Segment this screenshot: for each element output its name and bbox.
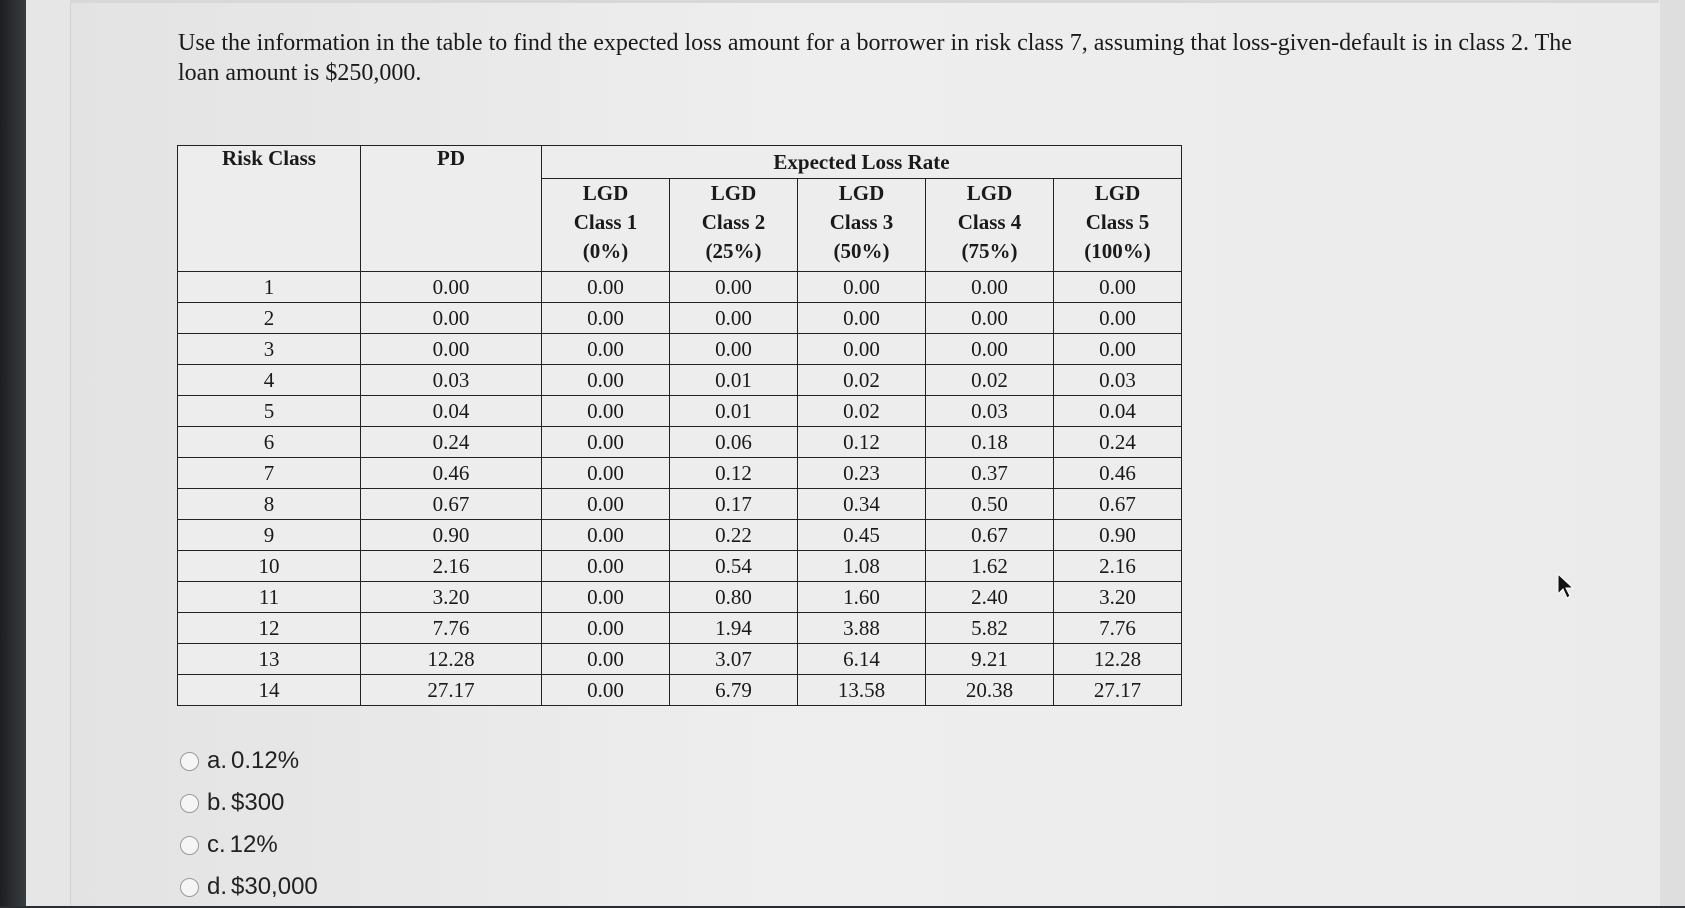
pd-cell: 7.76: [361, 613, 542, 644]
risk-class-cell: 1: [178, 272, 361, 303]
lgd-class-4-cell: 0.37: [926, 458, 1054, 489]
lgd-class-2-cell: 6.79: [670, 675, 798, 706]
lgd-class-5-cell: 12.28: [1054, 644, 1182, 675]
option-text: $300: [231, 789, 285, 816]
option-letter: b.: [207, 789, 228, 816]
header-lgd-line: LGD: [710, 181, 757, 205]
table-row: [178, 365, 1182, 396]
lgd-class-3-cell: 6.14: [798, 644, 926, 675]
lgd-class-1-cell: 0.00: [542, 303, 670, 334]
option-text: 12%: [229, 831, 278, 858]
lgd-class-2-cell: 0.00: [670, 303, 798, 334]
lgd-class-4-cell: 9.21: [926, 644, 1054, 675]
pd-cell: 0.03: [361, 365, 542, 396]
header-lgd-line: Class 1: [573, 210, 638, 234]
header-lgd-line: LGD: [1094, 181, 1141, 205]
lgd-class-5-cell: 3.20: [1054, 582, 1182, 613]
expected-loss-table-container: [177, 145, 1182, 706]
lgd-class-5-cell: 0.00: [1054, 303, 1182, 334]
risk-class-cell: 5: [178, 396, 361, 427]
lgd-class-5-cell: 0.00: [1054, 272, 1182, 303]
lgd-class-5-cell: 2.16: [1054, 551, 1182, 582]
panel-top-border: [70, 0, 1659, 3]
risk-class-cell: 6: [178, 427, 361, 458]
lgd-class-3-cell: 1.60: [798, 582, 926, 613]
header-pd: PD: [361, 146, 542, 272]
table-row: [178, 427, 1182, 458]
mouse-pointer-icon: [1556, 572, 1578, 600]
table-row: [178, 303, 1182, 334]
table-row: [178, 334, 1182, 365]
lgd-class-4-cell: 5.82: [926, 613, 1054, 644]
risk-class-cell: 4: [178, 365, 361, 396]
lgd-class-1-cell: 0.00: [542, 644, 670, 675]
answer-option-a[interactable]: [180, 740, 318, 782]
header-lgd-class-1: [542, 179, 670, 272]
pd-cell: 0.24: [361, 427, 542, 458]
answer-options: [180, 740, 318, 908]
table-row: [178, 272, 1182, 303]
risk-class-cell: 2: [178, 303, 361, 334]
option-letter: a.: [207, 747, 228, 774]
table-row: [178, 675, 1182, 706]
radio-button-icon[interactable]: [180, 878, 199, 897]
lgd-class-3-cell: 13.58: [798, 675, 926, 706]
lgd-class-2-cell: 0.54: [670, 551, 798, 582]
lgd-class-2-cell: 3.07: [670, 644, 798, 675]
pd-cell: 0.00: [361, 303, 542, 334]
radio-button-icon[interactable]: [180, 794, 199, 813]
pd-cell: 27.17: [361, 675, 542, 706]
lgd-class-5-cell: 0.46: [1054, 458, 1182, 489]
lgd-class-3-cell: 0.23: [798, 458, 926, 489]
lgd-class-1-cell: 0.00: [542, 675, 670, 706]
radio-button-icon[interactable]: [180, 752, 199, 771]
monitor-bezel: [0, 0, 26, 906]
pd-cell: 0.90: [361, 520, 542, 551]
risk-class-cell: 9: [178, 520, 361, 551]
risk-class-cell: 7: [178, 458, 361, 489]
lgd-class-3-cell: 1.08: [798, 551, 926, 582]
answer-option-b[interactable]: [180, 782, 318, 824]
header-lgd-line: Class 2: [701, 210, 766, 234]
pd-cell: 3.20: [361, 582, 542, 613]
header-lgd-line: LGD: [838, 181, 885, 205]
header-lgd-line: Class 4: [957, 210, 1022, 234]
pd-cell: 12.28: [361, 644, 542, 675]
option-letter: d.: [207, 873, 228, 900]
lgd-class-1-cell: 0.00: [542, 551, 670, 582]
lgd-class-4-cell: 20.38: [926, 675, 1054, 706]
header-lgd-class-3: [798, 179, 926, 272]
lgd-class-4-cell: 0.00: [926, 272, 1054, 303]
risk-class-cell: 13: [178, 644, 361, 675]
lgd-class-2-cell: 0.06: [670, 427, 798, 458]
lgd-class-4-cell: 0.00: [926, 303, 1054, 334]
table-row: [178, 644, 1182, 675]
answer-option-d[interactable]: [180, 866, 318, 908]
lgd-class-5-cell: 0.04: [1054, 396, 1182, 427]
lgd-class-1-cell: 0.00: [542, 489, 670, 520]
pd-cell: 0.00: [361, 334, 542, 365]
pd-cell: 0.46: [361, 458, 542, 489]
lgd-class-2-cell: 0.00: [670, 272, 798, 303]
table-row: [178, 582, 1182, 613]
table-row: [178, 520, 1182, 551]
lgd-class-5-cell: 0.03: [1054, 365, 1182, 396]
lgd-class-3-cell: 0.02: [798, 396, 926, 427]
header-lgd-class-5: [1054, 179, 1182, 272]
lgd-class-4-cell: 0.50: [926, 489, 1054, 520]
lgd-class-3-cell: 0.02: [798, 365, 926, 396]
header-lgd-line: LGD: [966, 181, 1013, 205]
lgd-class-2-cell: 0.12: [670, 458, 798, 489]
risk-class-cell: 8: [178, 489, 361, 520]
lgd-class-4-cell: 0.02: [926, 365, 1054, 396]
lgd-class-4-cell: 1.62: [926, 551, 1054, 582]
table-row: [178, 489, 1182, 520]
pd-cell: 2.16: [361, 551, 542, 582]
lgd-class-5-cell: 0.24: [1054, 427, 1182, 458]
header-lgd-line: Class 3: [829, 210, 894, 234]
lgd-class-2-cell: 0.00: [670, 334, 798, 365]
lgd-class-4-cell: 2.40: [926, 582, 1054, 613]
lgd-class-3-cell: 0.00: [798, 334, 926, 365]
table-row: [178, 551, 1182, 582]
header-lgd-line: (25%): [705, 239, 762, 263]
lgd-class-5-cell: 0.67: [1054, 489, 1182, 520]
lgd-class-2-cell: 0.22: [670, 520, 798, 551]
lgd-class-1-cell: 0.00: [542, 458, 670, 489]
lgd-class-4-cell: 0.67: [926, 520, 1054, 551]
lgd-class-1-cell: 0.00: [542, 396, 670, 427]
risk-class-cell: 3: [178, 334, 361, 365]
lgd-class-2-cell: 0.17: [670, 489, 798, 520]
pd-cell: 0.67: [361, 489, 542, 520]
lgd-class-1-cell: 0.00: [542, 613, 670, 644]
pd-cell: 0.00: [361, 272, 542, 303]
lgd-class-2-cell: 1.94: [670, 613, 798, 644]
lgd-class-5-cell: 0.00: [1054, 334, 1182, 365]
lgd-class-3-cell: 0.45: [798, 520, 926, 551]
lgd-class-1-cell: 0.00: [542, 334, 670, 365]
lgd-class-1-cell: 0.00: [542, 582, 670, 613]
risk-class-cell: 12: [178, 613, 361, 644]
lgd-class-1-cell: 0.00: [542, 427, 670, 458]
header-lgd-line: LGD: [582, 181, 629, 205]
header-lgd-class-2: [670, 179, 798, 272]
risk-class-cell: 14: [178, 675, 361, 706]
lgd-class-4-cell: 0.18: [926, 427, 1054, 458]
risk-class-cell: 10: [178, 551, 361, 582]
lgd-class-1-cell: 0.00: [542, 520, 670, 551]
option-letter: c.: [207, 831, 226, 858]
option-text: 0.12%: [231, 747, 300, 774]
header-lgd-line: (75%): [961, 239, 1018, 263]
radio-button-icon[interactable]: [180, 836, 199, 855]
lgd-class-5-cell: 7.76: [1054, 613, 1182, 644]
lgd-class-5-cell: 27.17: [1054, 675, 1182, 706]
expected-loss-table: [177, 145, 1182, 706]
header-risk-class: Risk Class: [178, 146, 361, 272]
lgd-class-3-cell: 0.12: [798, 427, 926, 458]
header-lgd-line: (100%): [1084, 239, 1151, 263]
lgd-class-3-cell: 0.00: [798, 303, 926, 334]
lgd-class-3-cell: 0.00: [798, 272, 926, 303]
lgd-class-1-cell: 0.00: [542, 365, 670, 396]
header-lgd-line: (0%): [582, 239, 629, 263]
lgd-class-2-cell: 0.80: [670, 582, 798, 613]
table-row: [178, 458, 1182, 489]
option-text: $30,000: [231, 873, 318, 900]
lgd-class-2-cell: 0.01: [670, 396, 798, 427]
table-row: [178, 396, 1182, 427]
lgd-class-1-cell: 0.00: [542, 272, 670, 303]
header-expected-loss-rate: Expected Loss Rate: [542, 146, 1182, 179]
lgd-class-4-cell: 0.03: [926, 396, 1054, 427]
lgd-class-2-cell: 0.01: [670, 365, 798, 396]
lgd-class-3-cell: 0.34: [798, 489, 926, 520]
table-row: [178, 613, 1182, 644]
lgd-class-4-cell: 0.00: [926, 334, 1054, 365]
question-text: Use the information in the table to find the expected loss amount for a borrower in risk class 7, assuming that loss-given-default is in class 2. The loan amount is $250,000.: [178, 30, 1572, 86]
answer-option-c[interactable]: [180, 824, 318, 866]
pd-cell: 0.04: [361, 396, 542, 427]
header-lgd-class-4: [926, 179, 1054, 272]
header-lgd-line: (50%): [833, 239, 890, 263]
risk-class-cell: 11: [178, 582, 361, 613]
lgd-class-5-cell: 0.90: [1054, 520, 1182, 551]
header-lgd-line: Class 5: [1085, 210, 1150, 234]
lgd-class-3-cell: 3.88: [798, 613, 926, 644]
